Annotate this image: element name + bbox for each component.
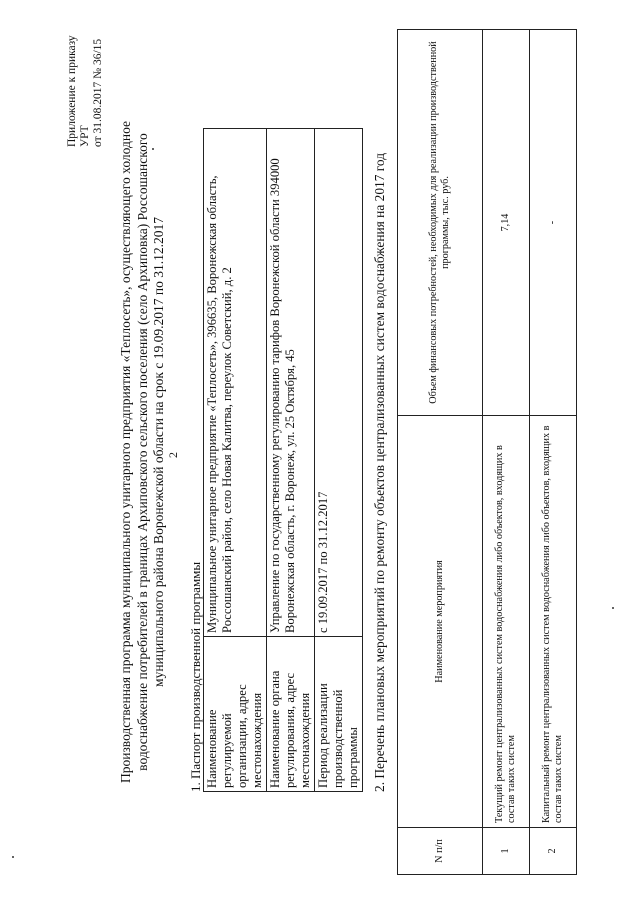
row-name: Капитальный ремонт централизованных систем водоснабжения либо объектов, входящих в состав таких систем	[530, 416, 577, 828]
passport-row	[204, 129, 267, 792]
row-sum: -	[530, 30, 577, 416]
title-line-3: муниципального района Воронежской области на срок с 19.09.2017 по 31.12.2017	[151, 217, 166, 687]
appendix-note	[66, 12, 105, 147]
passport-value: с 19.09.2017 по 31.12.2017	[315, 129, 363, 637]
passport-table	[203, 128, 363, 792]
passport-row	[315, 129, 363, 792]
document-title	[118, 102, 168, 802]
scan-speck	[12, 856, 14, 858]
passport-label: Период реализации производственной программы	[315, 637, 363, 792]
row-name: Текущий ремонт централизованных систем водоснабжения либо объектов, входящих в состав таких систем	[483, 416, 530, 828]
plan-row	[483, 30, 530, 875]
passport-value: Управление по государственному регулированию тарифов Воронежской области 394000 Воронежская область, г. Воронеж, ул. 25 Октября, 45	[267, 129, 315, 637]
passport-label: Наименование регулируемой организации, адрес местонахождения	[204, 637, 267, 792]
row-num: 1	[483, 828, 530, 875]
passport-row	[267, 129, 315, 792]
appendix-line-1: Приложение к приказу УРТ	[66, 35, 91, 147]
section-2-heading: 2. Перечень плановых мероприятий по ремонту объектов централизованных систем водоснабжения на 2017 год	[372, 152, 387, 792]
passport-value: Муниципальное унитарное предприятие «Теплосеть», 396635, Воронежская область, Россошанский район, село Новая Калитва, переулок Советский, д. 2	[204, 129, 267, 637]
scan-speck	[612, 607, 614, 609]
scan-speck	[152, 148, 154, 150]
plan-table	[397, 29, 577, 875]
row-num: 2	[530, 828, 577, 875]
appendix-line-2: от 31.08.2017 № 36/15	[92, 38, 104, 147]
title-line-2: водоснабжение потребителей в границах Архиповского сельского поселения (село Архиповка) Россошанского	[134, 133, 150, 771]
header-sum: Объем финансовых потребностей, необходимых для реализации производственной программы, тыс. руб.	[398, 30, 483, 416]
page-number: 2	[166, 452, 180, 458]
row-sum: 7,14	[483, 30, 530, 416]
plan-header-row	[398, 30, 483, 875]
passport-label: Наименование органа регулирования, адрес местонахождения	[267, 637, 315, 792]
title-line-1: Производственная программа муниципального унитарного предприятия «Теплосеть», осуществляющего холодное	[118, 120, 133, 784]
section-1-heading: 1. Паспорт производственной программы	[188, 561, 203, 792]
header-name: Наименование мероприятия	[398, 416, 483, 828]
plan-row	[530, 30, 577, 875]
header-num: N п/п	[398, 828, 483, 875]
rotated-page	[20, 12, 620, 892]
